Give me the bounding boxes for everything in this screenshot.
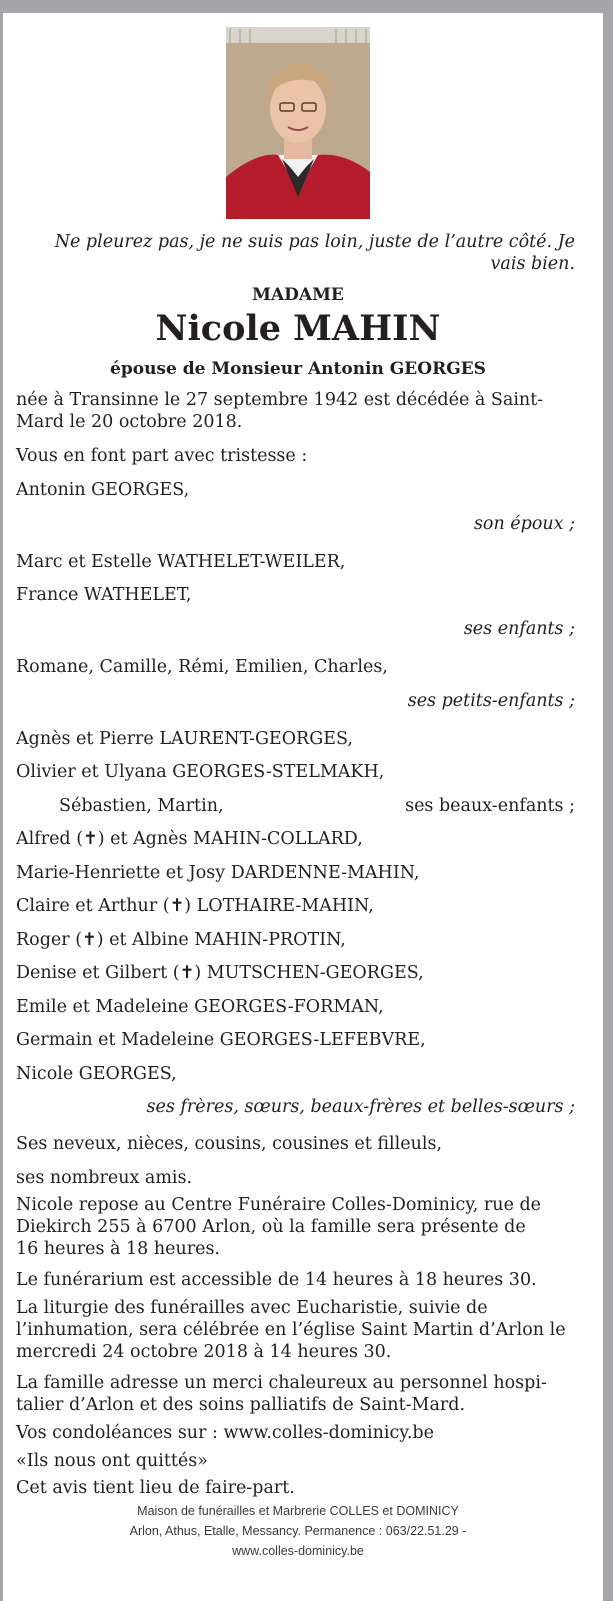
quote-line-1: Ne pleurez pas, je ne suis pas loin, juste de l’autre côté. Je xyxy=(54,232,575,252)
sibling-5 xyxy=(16,962,424,984)
sibling-2: Marie-Henriette et Josy DARDENNE-MAHIN, xyxy=(16,863,420,883)
sibling-1-part-b: ) et Agnès MAHIN-COLLARD, xyxy=(97,829,363,849)
sibling-3-part-a: Claire et Arthur ( xyxy=(16,896,170,916)
child-2: France WATHELET, xyxy=(16,585,192,605)
spouse-role: son époux ; xyxy=(473,514,575,534)
stepchildren-role: ses beaux-enfants ; xyxy=(405,796,575,816)
grandchildren-role: ses petits-enfants ; xyxy=(407,691,575,711)
sibling-1 xyxy=(16,828,363,850)
repose-line-3: 16 heures à 18 heures. xyxy=(16,1239,220,1259)
sibling-3 xyxy=(16,895,374,917)
stepchild-2: Olivier et Ulyana GEORGES-STELMAKH, xyxy=(16,762,385,782)
access-text: Le funérarium est accessible de 14 heures à 18 heures 30. xyxy=(16,1270,537,1290)
stepchild-1: Agnès et Pierre LAURENT-GEORGES, xyxy=(16,729,353,749)
repose-line-2: Diekirch 255 à 6700 Arlon, où la famille sera présente de xyxy=(16,1217,526,1237)
grandchildren: Romane, Camille, Rémi, Emilien, Charles, xyxy=(16,657,388,677)
sibling-5-part-a: Denise et Gilbert ( xyxy=(16,963,180,983)
liturgy-line-3: mercredi 24 octobre 2018 à 14 heures 30. xyxy=(16,1342,392,1362)
liturgy-line-1: La liturgie des funérailles avec Eucharistie, suivie de xyxy=(16,1298,488,1318)
sibling-4 xyxy=(16,929,346,951)
footer-line-3: www.colles-dominicy.be xyxy=(232,1544,364,1558)
footer xyxy=(3,1501,593,1561)
deceased-name: Nicole MAHIN xyxy=(155,308,441,349)
sibling-3-part-b: ) LOTHAIRE-MAHIN, xyxy=(184,896,374,916)
sibling-4-part-a: Roger ( xyxy=(16,930,83,950)
quitted-line: «Ils nous ont quittés» xyxy=(16,1451,208,1471)
thanks-text xyxy=(16,1372,547,1416)
obituary-card xyxy=(3,13,603,1601)
sibling-5-part-b: ) MUTSCHEN-GEORGES, xyxy=(194,963,424,983)
sibling-8: Nicole GEORGES, xyxy=(16,1064,177,1084)
children-role: ses enfants ; xyxy=(463,619,575,639)
friends-line: ses nombreux amis. xyxy=(16,1168,193,1188)
sibling-1-part-a: Alfred ( xyxy=(16,829,84,849)
sibling-6: Emile et Madeleine GEORGES-FORMAN, xyxy=(16,997,384,1017)
liturgy-line-2: l’inhumation, sera célébrée en l’église Saint Martin d’Arlon le xyxy=(16,1320,566,1340)
spouse-line: épouse de Monsieur Antonin GEORGES xyxy=(110,359,486,379)
footer-line-2: Arlon, Athus, Etalle, Messancy. Permanence : 063/22.51.29 - xyxy=(129,1524,467,1538)
cross-icon: ✝ xyxy=(169,896,185,916)
quote-line-2: vais bien. xyxy=(490,254,575,274)
cross-icon: ✝ xyxy=(82,930,97,950)
birth-text xyxy=(16,389,543,433)
footer-line-1: Maison de funérailles et Marbrerie COLLES et DOMINICY xyxy=(137,1504,459,1518)
notice-line: Cet avis tient lieu de faire-part. xyxy=(16,1478,295,1498)
birth-line-1: née à Transinne le 27 septembre 1942 est décédée à Saint- xyxy=(16,390,544,410)
stepchildren-last: Sébastien, Martin, xyxy=(59,796,224,816)
nephews-line: Ses neveux, nièces, cousins, cousines et filleuls, xyxy=(16,1134,443,1154)
cross-icon: ✝ xyxy=(179,963,195,983)
quote xyxy=(23,231,575,275)
portrait-photo xyxy=(226,27,370,219)
repose-text xyxy=(16,1194,541,1260)
announce-line: Vous en font part avec tristesse : xyxy=(16,446,308,466)
sibling-7: Germain et Madeleine GEORGES-LEFEBVRE, xyxy=(16,1030,426,1050)
condolences-line: Vos condoléances sur : www.colles-dominicy.be xyxy=(16,1423,434,1443)
sibling-4-part-b: ) et Albine MAHIN-PROTIN, xyxy=(96,930,346,950)
siblings-role: ses frères, sœurs, beaux-frères et belles-sœurs ; xyxy=(146,1097,575,1117)
repose-line-1: Nicole repose au Centre Funéraire Colles-Dominicy, rue de xyxy=(16,1195,542,1215)
child-1: Marc et Estelle WATHELET-WEILER, xyxy=(16,552,346,572)
cross-icon: ✝ xyxy=(83,829,98,849)
birth-line-2: Mard le 20 octobre 2018. xyxy=(16,412,243,432)
liturgy-text xyxy=(16,1297,566,1363)
thanks-line-2: talier d’Arlon et des soins palliatifs de Saint-Mard. xyxy=(16,1395,466,1415)
honorific: MADAME xyxy=(252,285,344,305)
thanks-line-1: La famille adresse un merci chaleureux au personnel hospi- xyxy=(16,1373,547,1393)
spouse-name: Antonin GEORGES, xyxy=(16,480,190,500)
